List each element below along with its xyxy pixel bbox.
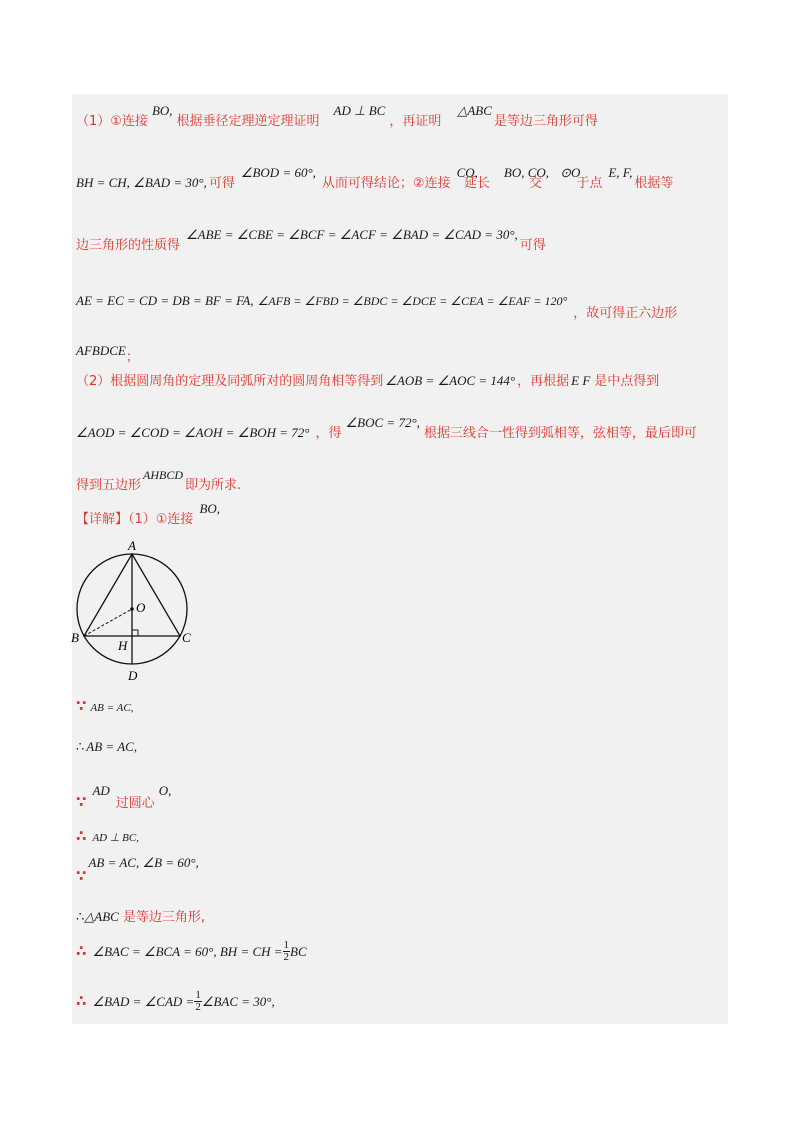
because-symbol: ∵ xyxy=(76,793,87,811)
analysis-line-3 xyxy=(76,227,546,253)
math: BC xyxy=(290,944,307,959)
text: 过圆心 xyxy=(115,796,155,811)
label-d: D xyxy=(128,668,138,683)
math: ∠AOD = ∠COD = ∠AOH = ∠BOH = 72° xyxy=(76,425,310,440)
text: 是等边三角形, xyxy=(122,910,205,925)
text: ； xyxy=(125,350,139,365)
analysis-line-7 xyxy=(76,415,697,441)
math: AFBDCE xyxy=(76,343,126,358)
geometry-figure xyxy=(70,538,200,684)
math: AD ⊥ BC, xyxy=(92,832,139,844)
math: E F xyxy=(571,373,591,388)
analysis-line-1 xyxy=(76,103,598,129)
math: CO, xyxy=(456,165,478,180)
math: AB = AC, ∠B = 60°, xyxy=(88,855,199,870)
math: E, F, xyxy=(608,165,633,180)
label-c: C xyxy=(182,630,191,645)
text: （1）①连接 xyxy=(76,114,148,129)
text: 得到五边形 xyxy=(76,478,142,493)
text: 于点 xyxy=(576,176,603,191)
math: ∠BAD = ∠CAD = xyxy=(92,994,195,1009)
math: AB = AC, xyxy=(90,702,134,714)
therefore-symbol: ∴ xyxy=(76,827,87,845)
math: AD ⊥ BC xyxy=(333,103,386,118)
math: BO, xyxy=(151,103,173,118)
because-symbol: ∵ xyxy=(76,697,87,715)
math: ∠BOD = 60°, xyxy=(240,165,316,180)
math: ∠AOB = ∠AOC = 144° xyxy=(385,373,516,388)
analysis-line-5 xyxy=(76,340,139,365)
text: 边三角形的性质得 xyxy=(76,238,181,253)
numerator: 1 xyxy=(195,989,201,1001)
text: 根据垂径定理逆定理证明 xyxy=(176,114,320,129)
step-7 xyxy=(76,940,307,963)
step-5 xyxy=(76,852,199,885)
text: ，得 xyxy=(315,426,342,441)
text: （2）根据圆周角的定理及同弧所对的圆周角相等得到 xyxy=(76,374,384,389)
detail-label: 【详解】（1）①连接 xyxy=(76,512,194,527)
numerator: 1 xyxy=(283,939,290,951)
text: ，再证明 xyxy=(389,114,442,129)
text: 即为所求. xyxy=(185,478,242,493)
math: ⊙O xyxy=(560,165,581,180)
math: ∠BOC = 72°, xyxy=(345,415,420,430)
therefore-symbol: ∴ xyxy=(76,942,87,960)
analysis-line-4 xyxy=(76,290,678,321)
step-1 xyxy=(76,696,133,715)
label-o: O xyxy=(136,600,146,615)
text: 根据三线合一性得到弧相等，弦相等，最后即可 xyxy=(423,426,697,441)
math: ∠ABE = ∠CBE = ∠BCF = ∠ACF = ∠BAD = ∠CAD = 30°, xyxy=(186,227,518,242)
analysis-line-8 xyxy=(76,468,242,493)
text: 交 xyxy=(529,176,543,191)
analysis-line-6 xyxy=(76,370,659,389)
denominator: 2 xyxy=(195,1001,201,1013)
text: 可得 xyxy=(208,176,235,191)
math: O, xyxy=(158,783,172,798)
text: 是等边三角形可得 xyxy=(493,114,598,129)
math: △ABC xyxy=(457,103,492,118)
therefore-symbol: ∴ xyxy=(76,739,85,754)
text: 从而可得结论；②连接 xyxy=(321,176,451,191)
text: 根据等 xyxy=(634,176,674,191)
analysis-line-2 xyxy=(76,165,674,191)
label-a: A xyxy=(128,538,136,553)
math: AHBCD xyxy=(143,468,184,482)
right-angle-mark xyxy=(132,630,138,636)
math: BO, CO, xyxy=(503,165,550,180)
therefore-symbol: ∴ xyxy=(76,992,87,1010)
text: 是中点得到 xyxy=(594,374,660,389)
text: 可得 xyxy=(519,238,546,253)
step-2 xyxy=(76,736,137,755)
therefore-symbol: ∴ xyxy=(76,909,85,924)
math: △ABC xyxy=(84,909,119,924)
fraction xyxy=(283,940,291,963)
text: ，再根据 xyxy=(517,374,570,389)
denominator: 2 xyxy=(283,951,290,963)
math: ∠AFB = ∠FBD = ∠BDC = ∠DCE = ∠CEA = ∠EAF = 120° xyxy=(257,294,568,308)
math: AB = AC, xyxy=(86,739,138,754)
text: 延长 xyxy=(463,176,490,191)
label-b: B xyxy=(71,630,79,645)
math: ∠BAC = 30°, xyxy=(201,994,275,1009)
math: ∠BAC = ∠BCA = 60°, BH = CH = xyxy=(92,944,283,959)
step-3 xyxy=(76,780,172,811)
detail-heading xyxy=(76,501,221,527)
math: AD xyxy=(92,783,110,798)
step-8 xyxy=(76,990,275,1013)
math: BO, xyxy=(199,501,221,516)
fraction xyxy=(194,990,202,1013)
step-6 xyxy=(76,906,205,925)
text: ，故可得正六边形 xyxy=(573,306,678,321)
math: BH = CH, ∠BAD = 30°, xyxy=(76,175,207,190)
center-point xyxy=(130,607,134,611)
step-4 xyxy=(76,826,139,845)
because-symbol: ∵ xyxy=(76,867,87,885)
math: AE = EC = CD = DB = BF = FA, xyxy=(76,293,254,308)
label-h: H xyxy=(118,638,128,653)
